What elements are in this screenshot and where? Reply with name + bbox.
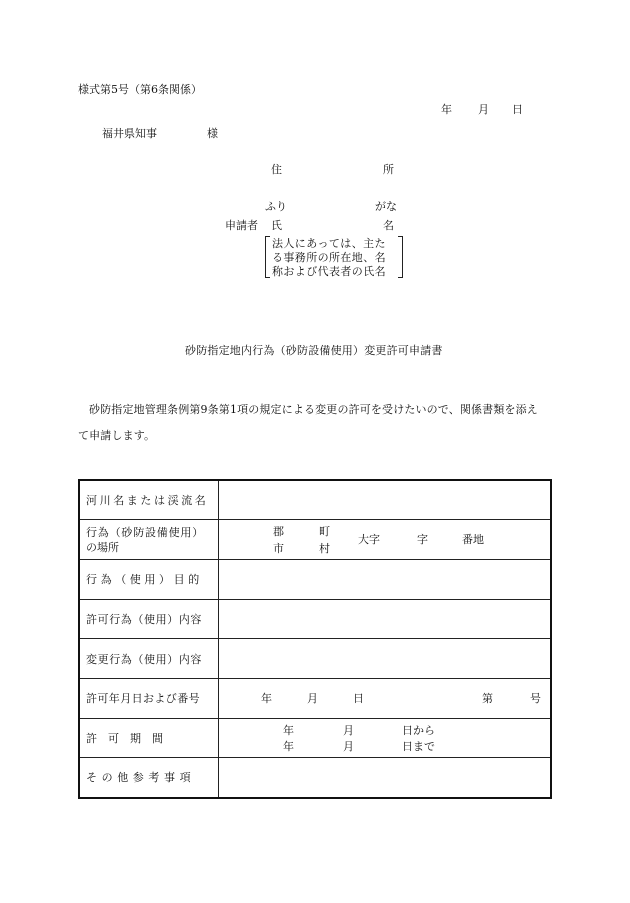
location-label	[79, 520, 219, 560]
date-year-label: 年	[441, 103, 452, 116]
intro-paragraph: 砂防指定地管理条例第9条第1項の規定による変更の許可を受けたいので、関係書類を添えて申請します。	[78, 403, 538, 442]
river-name-label: 河川名または渓流名	[79, 480, 219, 520]
location-label-line: の場所	[86, 540, 119, 554]
table-row	[79, 718, 551, 758]
addressee: 福井県知事	[102, 127, 157, 140]
honorific: 様	[207, 127, 218, 140]
permit-go-label: 号	[530, 691, 541, 705]
permitted-content-label: 許可行為（使用）内容	[79, 599, 219, 639]
table-row	[79, 678, 551, 718]
table-row	[79, 559, 551, 599]
river-name-value[interactable]	[219, 480, 552, 520]
corporate-note-line: る事務所の所在地、名	[272, 251, 386, 264]
permit-dai-label: 第	[482, 691, 493, 705]
permitted-content-value[interactable]	[219, 599, 552, 639]
table-row	[79, 520, 551, 560]
furigana-label-1: ふり	[265, 200, 287, 213]
address-label-2: 所	[383, 163, 394, 176]
changed-content-value[interactable]	[219, 639, 552, 679]
table-row	[79, 480, 551, 520]
permit-date-number-value[interactable]	[219, 678, 552, 718]
permit-period-value[interactable]	[219, 718, 552, 758]
permit-date-number-label: 許可年月日および番号	[79, 678, 219, 718]
period-until-label: 日まで	[402, 739, 435, 753]
mura-label: 村	[319, 542, 330, 556]
period-from-label: 日から	[402, 723, 435, 737]
corporate-note-line: 称および代表者の氏名	[272, 265, 386, 278]
applicant-label: 申請者	[225, 219, 258, 232]
purpose-label: 行為（使用）目的	[79, 559, 219, 599]
date-month-label: 月	[478, 103, 489, 116]
corporate-note	[272, 237, 386, 279]
shi-label: 市	[273, 542, 284, 556]
period-end-month-label: 月	[343, 739, 354, 753]
purpose-value[interactable]	[219, 559, 552, 599]
table-row	[79, 599, 551, 639]
period-start-month-label: 月	[343, 723, 354, 737]
application-table	[78, 479, 552, 799]
permit-year-label: 年	[261, 691, 272, 705]
oaza-label: 大字	[358, 533, 380, 547]
name-label-1: 氏	[271, 219, 282, 232]
date-day-label: 日	[512, 103, 523, 116]
permit-period-label: 許 可 期 間	[79, 718, 219, 758]
other-notes-label: その他参考事項	[79, 758, 219, 798]
name-label-2: 名	[383, 219, 394, 232]
permit-day-label: 日	[353, 691, 364, 705]
changed-content-label: 変更行為（使用）内容	[79, 639, 219, 679]
form-number: 様式第5号（第6条関係）	[78, 83, 202, 96]
banchi-label: 番地	[462, 533, 484, 547]
machi-label: 町	[319, 525, 330, 539]
table-row	[79, 758, 551, 798]
corporate-note-bracket	[265, 236, 403, 278]
location-label-line: 行為（砂防設備使用）	[86, 525, 204, 539]
gun-label: 郡	[273, 525, 284, 539]
permit-month-label: 月	[307, 691, 318, 705]
address-label-1: 住	[271, 163, 282, 176]
document-title: 砂防指定地内行為（砂防設備使用）変更許可申請書	[185, 344, 443, 357]
corporate-note-line: 法人にあっては、主た	[272, 237, 386, 250]
aza-label: 字	[417, 533, 428, 547]
period-start-year-label: 年	[283, 723, 294, 737]
table-row	[79, 639, 551, 679]
location-value[interactable]	[219, 520, 552, 560]
other-notes-value[interactable]	[219, 758, 552, 798]
furigana-label-2: がな	[375, 200, 397, 213]
period-end-year-label: 年	[283, 739, 294, 753]
